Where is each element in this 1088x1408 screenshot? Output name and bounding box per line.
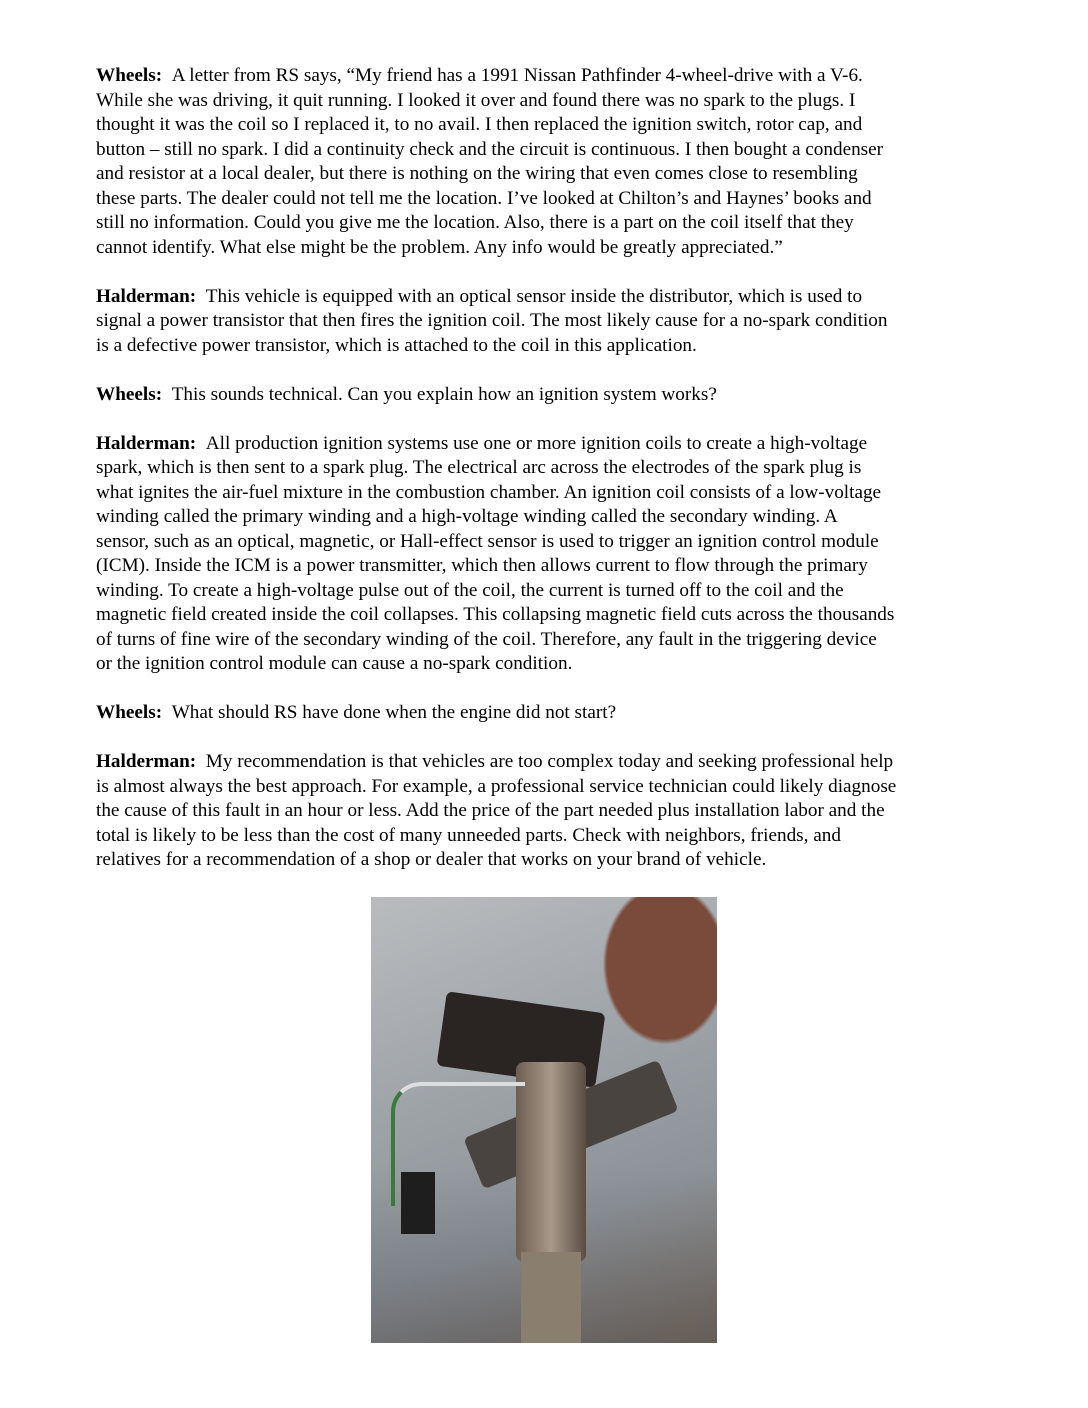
text-line [96, 432, 996, 457]
text-line [96, 505, 996, 530]
text-line [96, 750, 996, 775]
dialogue-paragraph [96, 383, 996, 408]
dialogue-paragraph [96, 750, 996, 873]
speaker-label: Halderman: [96, 285, 197, 307]
document-body [96, 64, 996, 897]
line-text: sensor, such as an optical, magnetic, or Hall-effect sensor is used to trigger an ignition control module [96, 530, 879, 552]
line-text: total is likely to be less than the cost of many unneeded parts. Check with neighbors, friends, and [96, 824, 841, 846]
text-line [96, 530, 996, 555]
line-text: signal a power transistor that then fires the ignition coil. The most likely cause for a no-spark condition [96, 310, 888, 331]
text-line [96, 579, 996, 604]
dialogue-paragraph [96, 701, 996, 726]
line-text: spark, which is then sent to a spark plug. The electrical arc across the electrodes of the spark plug is [96, 457, 862, 478]
text-line [96, 309, 996, 334]
text-line [96, 848, 996, 873]
line-text: these parts. The dealer could not tell me the location. I’ve looked at Chilton’s and Haynes’ books and [96, 187, 872, 209]
speaker-label: Wheels: [96, 383, 163, 405]
line-text: (ICM). Inside the ICM is a power transmitter, which then allows current to flow through the primary [96, 555, 868, 576]
speaker-label: Halderman: [96, 751, 197, 772]
line-text: thought it was the coil so I replaced it, to no avail. I then replaced the ignition switch, rotor cap, and [96, 114, 863, 135]
speaker-label: Halderman: [96, 432, 197, 454]
text-line [96, 652, 996, 677]
line-text: and resistor at a local dealer, but there is nothing on the wiring that even comes close to resembling [96, 163, 858, 184]
line-text: magnetic field created inside the coil collapses. This collapsing magnetic field cuts across the thousands [96, 604, 895, 625]
line-text: A letter from RS says, “My friend has a 1991 Nissan Pathfinder 4-wheel-drive with a V-6. [171, 65, 863, 86]
text-line [96, 64, 996, 89]
line-text: This vehicle is equipped with an optical sensor inside the distributor, which is used to [205, 285, 863, 307]
text-line [96, 383, 996, 408]
text-line [96, 799, 996, 824]
line-text: relatives for a recommendation of a shop or dealer that works on your brand of vehicle. [96, 849, 767, 870]
distributor-photo [371, 897, 717, 1343]
text-line [96, 187, 996, 212]
text-line [96, 775, 996, 800]
line-text: the cause of this fault in an hour or less. Add the price of the part needed plus installation labor and the [96, 800, 885, 821]
text-line [96, 236, 996, 261]
dialogue-paragraph [96, 432, 996, 677]
line-text: While she was driving, it quit running. I looked it over and found there was no spark to the plugs. I [96, 89, 856, 111]
line-text: what ignites the air-fuel mixture in the combustion chamber. An ignition coil consists of a low-voltage [96, 481, 882, 503]
line-text: is almost always the best approach. For example, a professional service technician could likely diagnose [96, 775, 897, 797]
line-text: What should RS have done when the engine did not start? [171, 702, 617, 723]
distributor-body-shape [516, 1062, 586, 1262]
speaker-label: Wheels: [96, 65, 163, 86]
text-line [96, 138, 996, 163]
dialogue-paragraph [96, 64, 996, 260]
line-text: or the ignition control module can cause a no-spark condition. [96, 653, 573, 674]
dialogue-paragraph [96, 285, 996, 359]
line-text: button – still no spark. I did a continuity check and the circuit is continuous. I then bought a condenser [96, 138, 884, 160]
text-line [96, 456, 996, 481]
line-text: All production ignition systems use one or more ignition coils to create a high-voltage [205, 432, 868, 454]
text-line [96, 481, 996, 506]
text-line [96, 554, 996, 579]
text-line [96, 603, 996, 628]
text-line [96, 113, 996, 138]
text-line [96, 701, 996, 726]
line-text: of turns of fine wire of the secondary winding of the coil. Therefore, any fault in the triggering device [96, 628, 877, 650]
text-line [96, 162, 996, 187]
connector-shape [401, 1172, 435, 1234]
line-text: winding called the primary winding and a high-voltage winding called the secondary winding. A [96, 506, 838, 527]
text-line [96, 334, 996, 359]
text-line [96, 824, 996, 849]
line-text: still no information. Could you give me the location. Also, there is a part on the coil itself that they [96, 212, 854, 233]
text-line [96, 285, 996, 310]
line-text: is a defective power transistor, which is attached to the coil in this application. [96, 334, 697, 356]
text-line [96, 89, 996, 114]
text-line [96, 211, 996, 236]
line-text: This sounds technical. Can you explain how an ignition system works? [171, 383, 717, 405]
line-text: winding. To create a high-voltage pulse out of the coil, the current is turned off to the coil and the [96, 579, 844, 601]
line-text: cannot identify. What else might be the problem. Any info would be greatly appreciated.” [96, 236, 783, 258]
line-text: My recommendation is that vehicles are too complex today and seeking professional help [205, 751, 894, 772]
drive-gear-shape [521, 1252, 581, 1343]
text-line [96, 628, 996, 653]
speaker-label: Wheels: [96, 702, 163, 723]
